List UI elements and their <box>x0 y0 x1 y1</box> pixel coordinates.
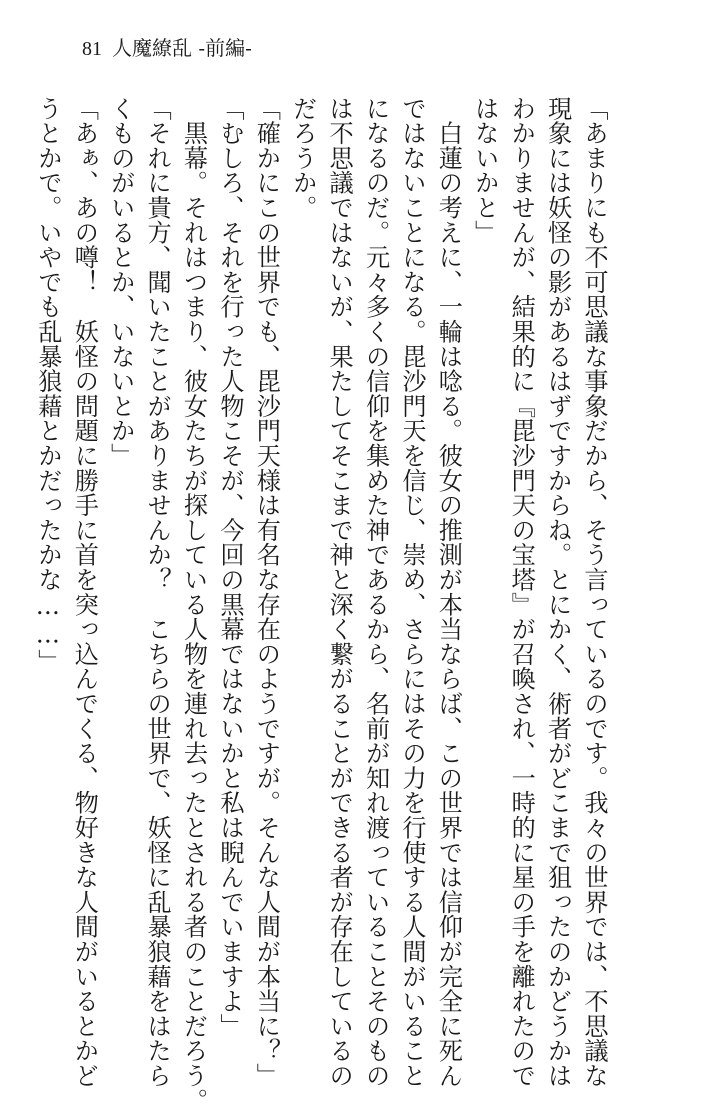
text-line: 黒幕。それはつまり、彼女たちが探している人物を連れ去ったとされる者のことだろう。 <box>179 96 208 1113</box>
text-line: だろうか。 <box>288 96 317 220</box>
text-line: くものがいるとか、いないとか」 <box>106 96 135 468</box>
chapter-title: 人魔繚乱 -前編- <box>112 36 252 60</box>
running-header <box>82 36 252 61</box>
text-line: になるのだ。元々多くの信仰を集めた神であるから、名前が知れ渡っていることそのもの <box>361 96 390 1088</box>
text-line: ではないことになる。毘沙門天を信じ、崇め、さらにはその力を行使する人間がいること <box>397 96 426 1088</box>
text-line: 白蓮の考えに、一輪は唸る。彼女の推測が本当ならば、この世界では信仰が完全に死ん <box>434 96 463 1088</box>
body-text <box>30 96 613 1113</box>
text-line: うとかで。いやでも乱暴狼藉とかだったかな……」 <box>33 96 62 674</box>
text-line: わかりませんが、結果的に『毘沙門天の宝塔』が召喚され、一時的に星の手を離れたので <box>507 96 536 1088</box>
text-line: 「それに貴方、聞いたことがありませんか？ こちらの世界で、妖怪に乱暴狼藉をはたら <box>143 96 172 1088</box>
text-line: 「むしろ、それを行った人物こそが、今回の黒幕ではないかと私は睨んでいますよ」 <box>215 96 244 1039</box>
page-number: 81 <box>82 38 102 60</box>
text-line: 現象には妖怪の影があるはずですからね。とにかく、術者がどこまで狙ったのかどうかは <box>543 96 572 1088</box>
text-line: 「確かにこの世界でも、毘沙門天様は有名な存在のようですが。そんな人間が本当に？」 <box>252 96 281 1088</box>
text-line: 「あぁ、あの噂！ 妖怪の問題に勝手に首を突っ込んでくる、物好きな人間がいるとかど <box>70 96 99 1088</box>
text-line: は不思議ではないが、果たしてそこまで神と深く繋がることができる者が存在しているの <box>325 96 354 1088</box>
text-line: 「あまりにも不可思議な事象だから、そう言っているのです。我々の世界では、不思議な <box>580 96 608 1088</box>
text-line: はないかと」 <box>470 96 499 245</box>
